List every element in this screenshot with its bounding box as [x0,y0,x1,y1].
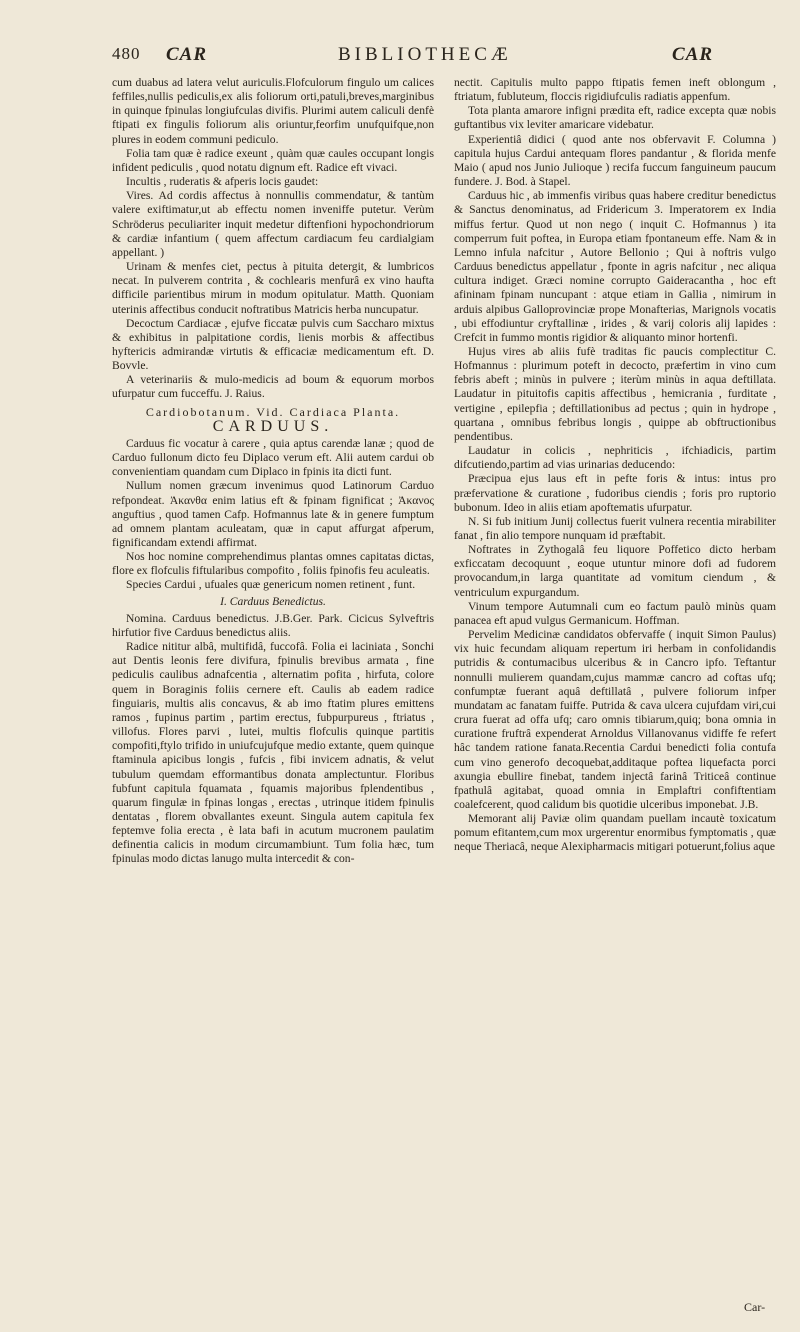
paragraph: Radice nititur albâ, multifidâ, fuccofâ. Folia ei laciniata , Sonchi aut Dentis leonis fere divifura, fpinulis brevibus armata , fine pediculis caulibus adnafcentia , alternatim pofita , hirfuta, colore quem in Boraginis foliis cernere eft. Caulis ab eadem radice finguiaris, multis alis concavus, & ab imo ftatim plures emittens ramos , fupinus partim , partim erectus, fubpurpureus , ftriatus , villofus. Flores parvi , lutei, multis flofculis quinque partitis compofiti,ftylo trifido in uniufcujufque medio extante, quem quinque ftaminula apicibus longis , fufcis , fibi invicem adnatis, & velut tubulum quemdam efformantibus donata amplectuntur. Floribus fubfunt capitula fquamata , fquamis majoribus fplendentibus , quarum fingulæ in fpinas longas , erectas , utrinque itidem fpinulis dentatas , florem obvallantes exeunt. Singula autem capitula fex feptemve folia erecta , è lata bafi in acutum mucronem paulatim definentia calicis in modum circumambiunt. Tum folia hæc, tum fpinulas modo dictas lanugo multa intercedit & con- [112,640,434,866]
paragraph: Urinam & menfes ciet, pectus à pituita detergit, & lumbricos necat. In pulverem contrita , & cochlearis menfurâ ex vino haufta difficile parientibus mirum in modum opitulatur. Matth. Quoniam uterinis affectibus conducit noftratibus Matricis herba nuncupatur. [112,260,434,316]
paragraph: Vires. Ad cordis affectus à nonnullis commendatur, & tantùm valere exiftimatur,ut ab effectu nomen inveniffe putetur. Verùm Schröderus peculiariter inquit medetur diftenfioni hypochondriorum & cardiæ infantium ( quem affectum cardiacum feu cardialgiam appellant. ) [112,189,434,259]
paragraph: Memorant alij Paviæ olim quandam puellam incautè toxicatum pomum efitantem,cum mox urgerentur enormibus fymptomatis , quæ neque Theriacâ, neque Alexipharmacis mitigari potuerunt,folius aque [454,812,776,854]
paragraph: Carduus hic , ab immenfis viribus quas habere creditur benedictus & Sanctus denominatus, ad Fridericum 3. Imperatorem ex India miffus fertur. Quod ut non nego ( inquit C. Hofmannus ) ita comperrum fuit poftea, in Europa etiam fpontaneum effe. Nam & in Lemno infula nafcitur , Autore Bellonio ; Qui à noftris vulgo Carduus benedictus appellatur , fponte in agris nafcitur , nec aliqua cultura indiget. Græci nomine corrupto Gaideracantha , hoc eft afininam fpinam nuncupant : atque etiam in Gallia , nimirum in arduis alpibus Galloprovinciæ prope Monafterias, Marignols vocatis , ubi effodiuntur cryftallinæ , irides , & varij coloris alij lapides : Crefcit in fummo montis rigidior & aliquanto minor hortenfi. [454,189,776,344]
paragraph: Tota planta amarore infigni prædita eft, radice excepta quæ nobis guftantibus vix leviter amaricare videbatur. [454,104,776,132]
paragraph: Hujus vires ab aliis fufè traditas fic paucis complectitur C. Hofmannus : plurimum poteft in decocto, præfertim in vino cum febris abeft ; minùs in pulvere ; iterùm minùs in aqua deftillata. Laudatur in pituitofis capitis affectibus , hemicrania , furditate , vertigine , epilepfia ; deftillationibus ad pectus ; quin in hydrope , quartana , omnibus febribus longis , quippe ab obftructionibus pendentibus. [454,344,776,443]
paragraph: Incultis , ruderatis & afperis locis gaudet: [126,175,319,189]
paragraph: Decoctum Cardiacæ , ejufve ficcatæ pulvis cum Saccharo mixtus & exhibitus in palpitatione cordis, lienis morbis & affectibus hyftericis admirandæ virtutis & efficaciæ medicamentum eft. D. Bovvle. [112,316,434,373]
paragraph: Nos hoc nomine comprehendimus plantas omnes capitatas dictas, flore ex flofculis fiftularibus compofito , foliis fpinofis feu aculeatis. [112,550,434,578]
page-number: 480 [112,44,141,63]
running-title: BIBLIOTHECÆ [338,44,512,65]
catchword: Car- [744,1300,766,1314]
paragraph: Folia tam quæ è radice exeunt , quàm quæ caules occupant longis infident pediculis , quod notatu dignum eft. Radice eft vivaci. [112,146,434,174]
paragraph: A veterinariis & mulo-medicis ad boum & equorum morbos ufurpatur cum fucceffu. J. Raius. [112,373,434,401]
paragraph: Laudatur in colicis , nephriticis , ifchiadicis, partim difcutiendo,partim ad vias urinarias deducendo: [454,444,776,472]
running-head-right: CAR [672,44,714,65]
paragraph: cum duabus ad latera velut auriculis.Flofculorum fingulo um calices feffiles,nullis pediculis,ex alis foliorum orti,patuli,breves,marginibus in quinque fpinulas longiufculas divifis. Plurimi autem caliculi denfè ftipati ex fingulis foliorum alis oriuntur,feorfim unufquifque,non plures in eodem communi pediculo. [112,76,434,146]
paragraph: Præcipua ejus laus eft in pefte foris & intus: intus pro præfervatione & curatione , fudoribus ciendis ; foris pro ruptorio bubonum. Ideo in aliis etiam apoftematis ufurpatur. [454,472,776,514]
page-header [112,44,772,70]
paragraph: Nomina. Carduus benedictus. J.B.Ger. Park. Cicicus Sylveftris hirfutior five Carduus benedictus aliis. [112,611,434,639]
subheading: I. Carduus Benedictus. [220,594,326,608]
paragraph: Vinum tempore Autumnali cum eo factum paulò minùs quam panacea eft apud vulgus Germanicum. Hoffman. [454,599,776,627]
entry-title: CARDUUS. [212,417,334,435]
right-column [454,76,776,855]
paragraph: Pervelim Medicinæ candidatos obfervaffe ( inquit Simon Paulus) vix huic fecundam aliquam repertum iri herbam in confolidandis putridis & contumacibus ulceribus & in Cancro ipfo. Teftantur nonnulli mulierem quandam,cujus mammæ cancro ad coftas ufq; confumptæ fuerant aquâ deftillatâ , pulvere foliorum infper mundatam ac fanatam fuiffe. Putrida & cava ulcera cujufdam viri,cui crura fuerat ad offa ufq; caro omnis tibiarum,quiq; bona omnia in curatione fruftrâ expenderat Arnoldus Villanovanus vidiffe fe refert hâc tandem ratione fanata.Recentia Cardui benedicti folia contufa cum vino generofo decoquebat,additaque poftea liquefacta porci axungia ebullire finebat, tandem injectâ farinâ Triticeâ continue fpathulâ agitabat, quoad omnia in Emplaftri confiftentiam coalefcerent, quod calidum bis quotidie ulceribus imponebat. J.B. [454,628,776,811]
paragraph: nectit. Capitulis multo pappo ftipatis femen ineft oblongum , ftriatum, fubluteum, floccis rigidiufculis radiatis appenfum. [454,76,776,104]
paragraph: Species Cardui , ufuales quæ genericum nomen retinent , funt. [126,578,416,592]
paragraph: Nullum nomen græcum invenimus quod Latinorum Carduo refpondeat. Ἀκανθα enim latius eft & fpinam fignificat ; Ἀκανος anguftius , quod tamen Cafp. Hofmannus late & in genere fumptum ad omnem plantam aculeatam, quæ in caput affurgat afperum, fignificandam extendi affirmat. [112,479,434,549]
running-head-left: CAR [166,44,208,65]
paragraph: Carduus fic vocatur à carere , quia aptus carendæ lanæ ; quod de Carduo fullonum dicto feu Diplaco verum eft. Alii autem cardui ob convenientiam quandam cum Diplaco in fpinis ita dicti funt. [112,436,434,479]
entry-heading: Cardiobotanum. Vid. Cardiaca Planta. [145,404,401,419]
paragraph: Experientiâ didici ( quod ante nos obfervavit F. Columna ) capitula hujus Cardui antequam flores pandantur , & florida menfe Maio ( apud nos Junio Julioque ) recifa fuccum fanguineum paucum fundere. J. Bod. à Stapel. [454,132,776,189]
paragraph: Noftrates in Zythogalâ feu liquore Poffetico dicto herbam exficcatam decoquunt , eoque utuntur minore dofi ad fudorem provocandum,in larga quantitate ad vomitum ciendum , & ventriculum expurgandum. [454,543,776,599]
left-column [112,76,434,867]
paragraph: N. Si fub initium Junij collectus fuerit vulnera recentia mirabiliter fanat , fin alio tempore nunquam id præftabit. [454,514,776,542]
